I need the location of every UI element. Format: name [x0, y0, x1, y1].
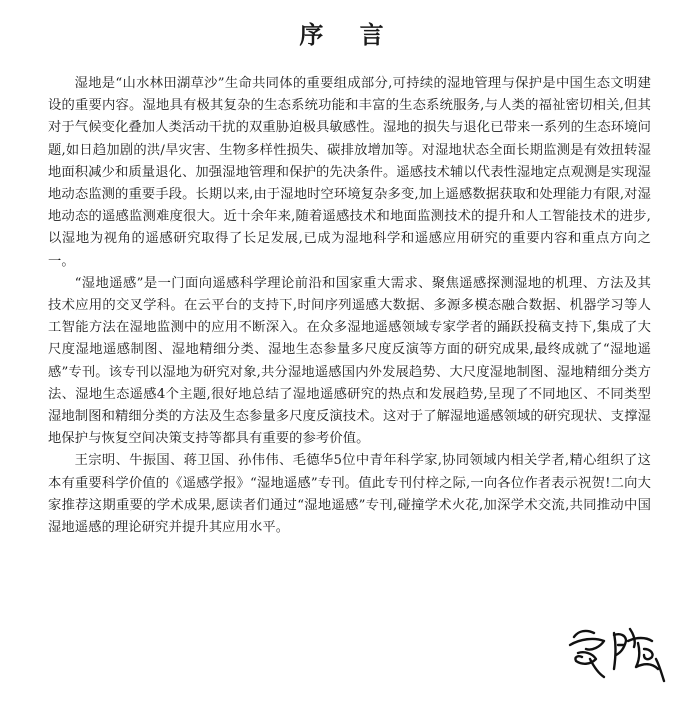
- handwritten-signature: [560, 615, 670, 685]
- signature-icon: [560, 615, 670, 685]
- paragraph-1: 湿地是“山水林田湖草沙”生命共同体的重要组成部分,可持续的湿地管理与保护是中国生态文明建设的重要内容。湿地具有极其复杂的生态系统功能和丰富的生态系统服务,与人类的福祉密切相关,但其对于气候变化叠加人类活动干扰的双重胁迫极具敏感性。湿地的损失与退化已带来一系列的生态环境问题,如日趋加剧的洪/旱灾害、生物多样性损失、碳排放增加等。对湿地状态全面长期监测是有效扭转湿地面积减少和质量退化、加强湿地管理和保护的先决条件。遥感技术辅以代表性湿地定点观测是实现湿地动态监测的重要手段。长期以来,由于湿地时空环境复杂多变,加上遥感数据获取和处理能力有限,对湿地动态的遥感监测难度很大。近十余年来,随着遥感技术和地面监测技术的提升和人工智能技术的进步,以湿地为视角的遥感研究取得了长足发展,已成为湿地科学和遥感应用研究的重要内容和重点方向之一。: [48, 76, 651, 269]
- preface-body: [48, 73, 651, 539]
- page-title: 序 言: [299, 21, 398, 49]
- paragraph-3: 王宗明、牛振国、蒋卫国、孙伟伟、毛德华5位中青年科学家,协同领域内相关学者,精心组织了这本有重要科学价值的《遥感学报》“湿地遥感”专刊。值此专刊付梓之际,一向各位作者表示祝贺!二向大家推荐这期重要的学术成果,愿读者们通过“湿地遥感”专刊,碰撞学术火花,加深学术交流,共同推动中国湿地遥感的理论研究并提升其应用水平。: [48, 453, 651, 536]
- paragraph-2: “湿地遥感”是一门面向遥感科学理论前沿和国家重大需求、聚焦遥感探测湿地的机理、方法及其技术应用的交叉学科。在云平台的支持下,时间序列遥感大数据、多源多模态融合数据、机器学习等人工智能方法在湿地监测中的应用不断深入。在众多湿地遥感领域专家学者的踊跃投稿支持下,集成了大尺度湿地遥感制图、湿地精细分类、湿地生态参量多尺度反演等方面的研究成果,最终成就了“湿地遥感”专刊。该专刊以湿地为研究对象,共分湿地遥感国内外发展趋势、大尺度湿地制图、湿地精细分类方法、湿地生态遥感4个主题,很好地总结了湿地遥感研究的热点和发展趋势,呈现了不同地区、不同类型湿地制图和精细分类的方法及生态参量多尺度反演技术。这对于了解湿地遥感领域的研究现状、支撑湿地保护与恢复空间决策支持等都具有重要的参考价值。: [48, 275, 651, 447]
